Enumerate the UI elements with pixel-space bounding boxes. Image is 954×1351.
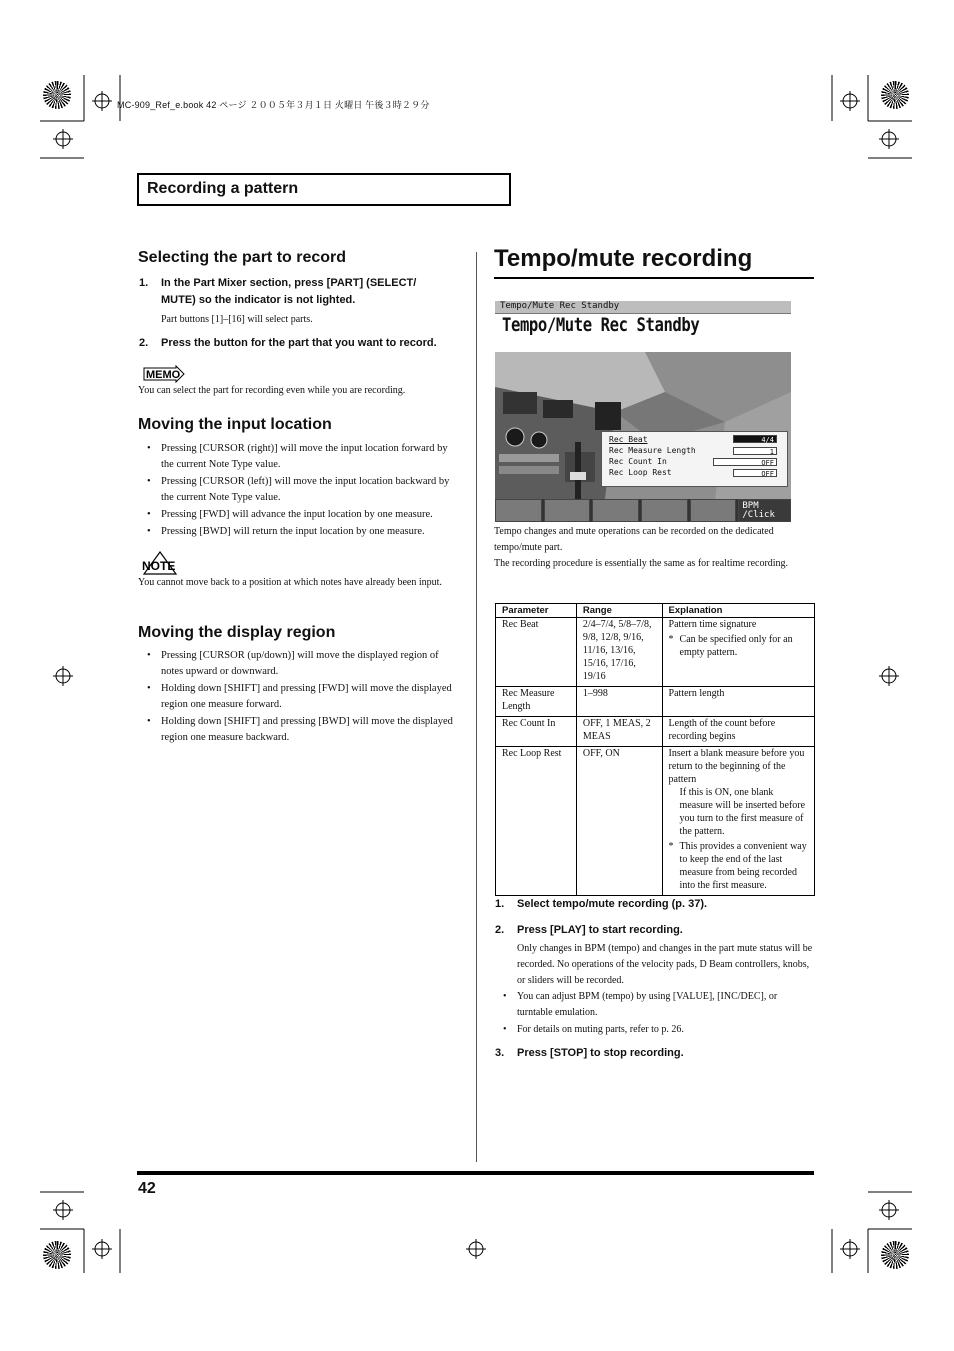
intro-paragraph: Tempo changes and mute operations can be recorded on the dedicated tempo/mute part. [494,526,774,553]
explanation-text: Pattern time signature [668,619,757,630]
softkey-bpm-click[interactable] [738,499,791,522]
step-body: Only changes in BPM (tempo) and changes in the part mute status will be recorded. No operations of the velocity pads, D Beam controllers, knobs, or sliders will be recorded. [517,943,813,986]
list-item: • Pressing [CURSOR (right)] will move the input location forward by the current Note Type value. [139,441,461,473]
rec-settings-panel [601,431,788,487]
table-row [496,618,815,687]
heading-input-location: Moving the input location [138,416,332,433]
table-cell: OFF, 1 MEAS, 2 MEAS [576,717,662,747]
softkey-bar [495,499,791,522]
panel-row-value[interactable]: 1 [733,447,777,455]
intro-paragraph: The recording procedure is essentially the same as for realtime recording. [494,558,789,569]
memo-text: You can select the part for recording even while you are recording. [138,385,406,396]
list-item: • You can adjust BPM (tempo) by using [VALUE], [INC/DEC], or turntable emulation. [495,989,815,1021]
step-text: In the Part Mixer section, press [PART] (SELECT/ MUTE) so the indicator is not lighted. [161,277,417,306]
table-header: Parameter [496,604,577,618]
title-underline [494,277,814,279]
list-item: • Pressing [BWD] will return the input location by one measure. [139,524,461,540]
panel-row-label: Rec Count In [609,457,667,466]
table-cell: Rec Measure Length [496,687,577,717]
softkey-4[interactable] [641,499,688,522]
list-item: • Holding down [SHIFT] and pressing [FWD] will move the displayed region one measure forward. [139,681,461,713]
explanation-text: Insert a blank measure before you return to the beginning of the pattern [668,748,805,785]
screen-title: Tempo/Mute Rec Standby [502,314,700,336]
panel-row-label: Rec Beat [609,435,648,444]
softkey-3[interactable] [592,499,639,522]
page-number: 42 [138,1180,156,1197]
explanation-indent: If this is ON, one blank measure will be inserted before you turn to the first measure of the pattern. [679,787,806,837]
step-number: 3. [495,1047,505,1059]
list-item: • For details on muting parts, refer to p. 26. [495,1022,815,1038]
table-cell: Rec Loop Rest [496,747,577,896]
step-text: Press the button for the part that you want to record. [161,337,437,349]
table-header: Explanation [662,604,814,618]
note-label: NOTE [142,559,176,573]
memo-label: MEMO [146,369,181,381]
step-number: 1. [139,277,149,289]
softkey-label: BPM [742,501,759,511]
softkey-label: /Click [742,510,775,520]
list-item: • Pressing [FWD] will advance the input location by one measure. [139,507,461,523]
softkey-2[interactable] [544,499,591,522]
explanation-note: * Can be specified only for an empty pattern. [669,633,808,659]
table-cell: Length of the count before recording begins [662,717,814,747]
screen-caption: Tempo/Mute Rec Standby [500,301,620,311]
heading-display-region: Moving the display region [138,624,336,641]
section-title-box [137,173,511,206]
table-cell: Pattern length [662,687,814,717]
softkey-5[interactable] [690,499,737,522]
table-cell: 1–998 [576,687,662,717]
heading-select-part: Selecting the part to record [138,249,347,266]
section-title: Recording a pattern [147,180,299,197]
table-row [496,687,815,717]
table-cell: Rec Beat [496,618,577,687]
footer-rule [137,1171,814,1175]
page-title: Tempo/mute recording [494,245,753,272]
list-item: • Pressing [CURSOR (up/down)] will move the displayed region of notes upward or downward. [139,648,461,680]
parameter-table [495,603,815,896]
note-text: You cannot move back to a position at which notes have already been input. [138,577,442,588]
table-cell: 2/4–7/4, 5/8–7/8, 9/8, 12/8, 9/16, 11/16, 13/16, 15/16, 17/16, 19/16 [576,618,662,687]
table-cell [662,747,814,896]
input-location-list [139,441,461,541]
panel-row-label: Rec Loop Rest [609,468,672,477]
memo-icon [142,364,186,384]
table-cell: Rec Count In [496,717,577,747]
step-number: 1. [495,898,505,910]
panel-row-value[interactable]: 4/4 [733,435,777,443]
column-divider [476,252,477,1162]
step-subtext: Part buttons [1]–[16] will select parts. [161,314,313,325]
table-header-row [496,604,815,618]
note-warning-icon [141,551,179,575]
panel-row-value[interactable]: OFF [713,458,777,466]
panel-row-value[interactable]: OFF [733,469,777,477]
step-text: Select tempo/mute recording (p. 37). [517,898,708,910]
table-cell: OFF, ON [576,747,662,896]
table-cell [662,618,814,687]
list-item: • Pressing [CURSOR (left)] will move the input location backward by the current Note Type value. [139,474,461,506]
step-number: 2. [495,924,505,936]
step-text: Press [STOP] to stop recording. [517,1047,684,1059]
step-number: 2. [139,337,149,349]
display-region-list [139,648,461,747]
print-header: MC-909_Ref_e.book 42 ページ ２００５年３月１日 火曜日 午後３時２９分 [117,100,430,110]
step-text: Press [PLAY] to start recording. [517,924,683,936]
explanation-note: * This provides a convenient way to keep the end of the last measure from being recorded into the first measure. [669,840,808,892]
screen-caption-bar [495,301,791,314]
panel-row-label: Rec Measure Length [609,446,696,455]
table-row [496,717,815,747]
table-row [496,747,815,896]
softkey-1[interactable] [495,499,542,522]
list-item: • Holding down [SHIFT] and pressing [BWD] will move the displayed region one measure backward. [139,714,461,746]
table-header: Range [576,604,662,618]
step2-bullets [495,989,815,1039]
